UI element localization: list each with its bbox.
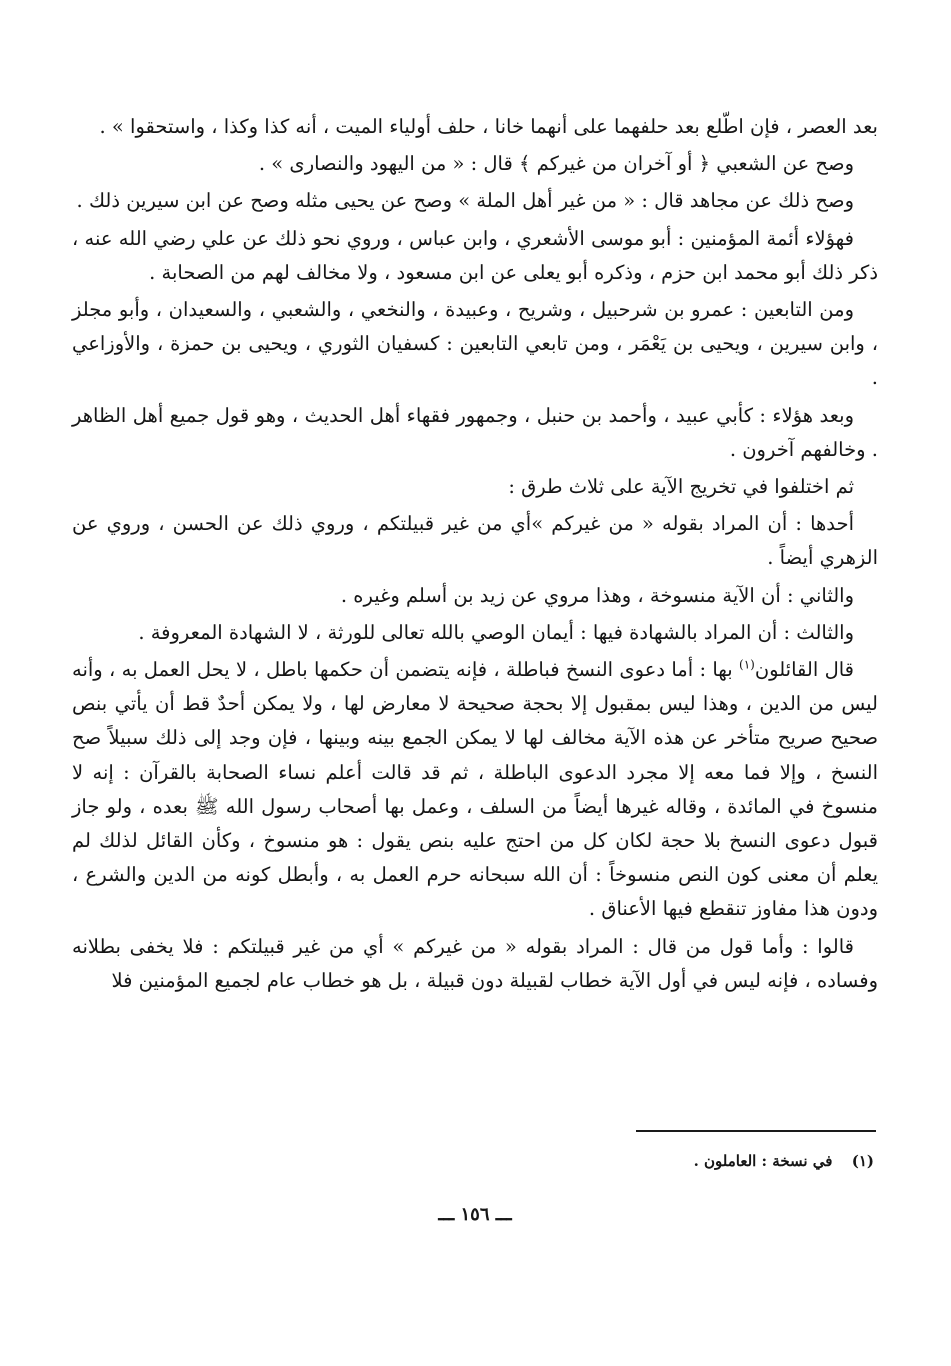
paragraph: ثم اختلفوا في تخريج الآية على ثلاث طرق : <box>508 475 854 499</box>
main-text <box>72 110 878 1001</box>
paragraph: قالوا : وأما قول من قال : المراد بقوله « من غيركم » أي من غير قبيلتكم : فلا يخفى بطلانه وفساده ، فإنه ليس في أول الآية خطاب لقبيلة دون قبيلة ، بل هو خطاب عام لجميع المؤمنين فلا <box>72 934 878 992</box>
footnote-marker: (١) <box>739 657 755 672</box>
footnote-text: في نسخة : العاملون . <box>693 1152 833 1170</box>
paragraph: وصح ذلك عن مجاهد قال : « من غير أهل الملة » وصح عن يحيى مثله وصح عن ابن سيرين ذلك . <box>76 189 854 213</box>
paragraph-with-footnote <box>72 653 878 927</box>
paragraph: وبعد هؤلاء : كأبي عبيد ، وأحمد بن حنبل ، وجمهور فقهاء أهل الحديث ، وهو قول جميع أهل الظاهر . وخالفهم آخرون . <box>72 403 878 461</box>
paragraph-text-rest: بها : أما دعوى النسخ فباطلة ، فإنه يتضمن أن حكمها باطل ، لا يحل العمل به ، وأنه ليس من الدين ، وهذا ليس بمقبول إلا بحجة صحيحة لا معارض لها ، ولا يمكن أحدٌ قط أن يأتي بنص صحيح صريح متأخر عن هذه الآية مخالف لها لا يمكن الجمع بينه وبينها ، فإن وجد إلى ذلك سبيلاً صح النسخ ، وإلا فما معه إلا مجرد الدعوى الباطلة ، ثم قد قالت أعلم نساء الصحابة بالقرآن : إنه لا منسوخ في المائدة ، وقاله غيرها أيضاً من السلف ، وعمل بها أصحاب رسول الله ﷺ بعده ، ولو جاز قبول دعوى النسخ بلا حجة لكان كل من احتج عليه بنص يقول : هو منسوخ ، وكأن القائل لذلك لم يعلم أن معنى كون النص منسوخاً : أن الله سبحانه حرم العمل به ، وأبطل كونه من الدين والشرع ، ودون هذا مفاوز تنقطع فيها الأعناق . <box>72 658 878 921</box>
paragraph: والثالث : أن المراد بالشهادة فيها : أيمان الوصي بالله تعالى للورثة ، لا الشهادة المعروفة . <box>138 620 854 644</box>
paragraph: والثاني : أن الآية منسوخة ، وهذا مروي عن زيد بن أسلم وغيره . <box>340 583 854 607</box>
footnote-number: (١) <box>851 1152 874 1170</box>
page-number: ـــ ١٥٦ ـــ <box>438 1204 512 1225</box>
paragraph: وصح عن الشعبي ﴿ أو آخران من غيركم ﴾ قال : « من اليهود والنصارى » . <box>258 152 854 176</box>
footnote <box>400 1148 874 1174</box>
footnote-divider <box>636 1130 876 1132</box>
paragraph: بعد العصر ، فإن اطّلع بعد حلفهما على أنهما خانا ، حلف أولياء الميت ، أنه كذا وكذا ، واستحقوا » . <box>99 115 878 138</box>
paragraph: أحدها : أن المراد بقوله « من غيركم »أي من غير قبيلتكم ، وروي ذلك عن الحسن ، وروي عن الزهري أيضاً . <box>72 512 878 570</box>
paragraph: ومن التابعين : عمرو بن شرحبيل ، وشريح ، وعبيدة ، والنخعي ، والشعبي ، والسعيدان ، وأبو مجلز ، وابن سيرين ، ويحيى بن يَعْمَر ، ومن تابعي التابعين : كسفيان الثوري ، ويحيى بن حمزة ، والأوزاعي . <box>72 298 878 390</box>
paragraph-text-start: قال القائلون <box>754 658 855 682</box>
paragraph: فهؤلاء أئمة المؤمنين : أبو موسى الأشعري ، وابن عباس ، وروي نحو ذلك عن علي رضي الله عنه ، ذكر ذلك أبو محمد ابن حزم ، وذكره أبو يعلى عن ابن مسعود ، ولا مخالف لهم من الصحابة . <box>72 226 878 284</box>
